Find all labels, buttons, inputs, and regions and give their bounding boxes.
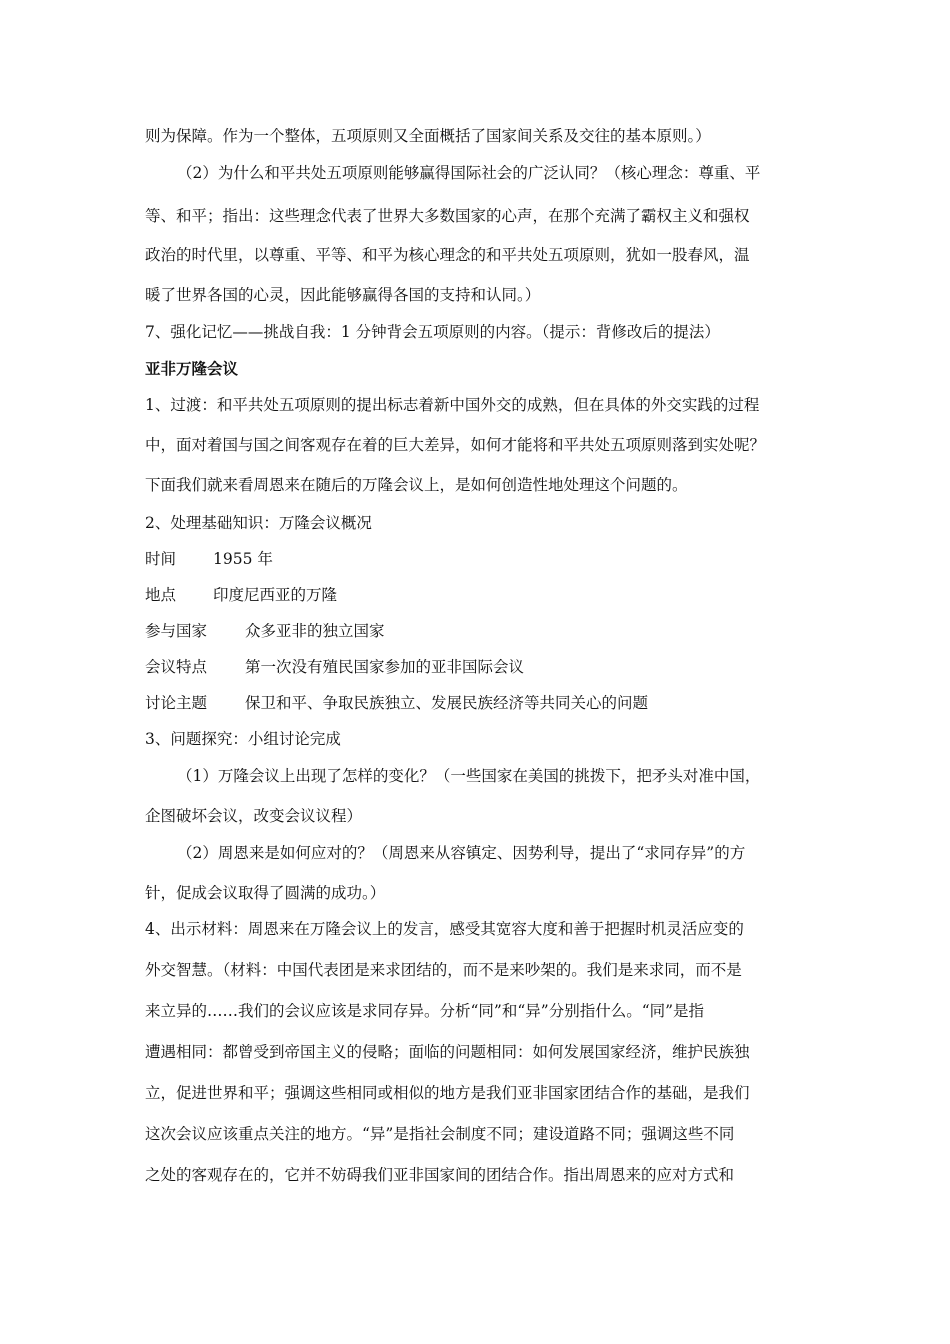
overview-label-countries: 参与国家 <box>145 622 208 640</box>
paragraph-line: 中，面对着国与国之间客观存在着的巨大差异，如何才能将和平共处五项原则落到实处呢？ <box>145 436 766 454</box>
paragraph-line: 之处的客观存在的，它并不妨碍我们亚非国家间的团结合作。指出周恩来的应对方式和 <box>145 1166 735 1184</box>
overview-value-place: 印度尼西亚的万隆 <box>213 586 338 604</box>
overview-label-feature: 会议特点 <box>145 658 208 676</box>
paragraph-line: （2）周恩来是如何应对的？（周恩来从容镇定、因势利导，提出了“求同存异”的方 <box>177 844 746 862</box>
overview-label-time: 时间 <box>145 550 177 568</box>
paragraph-line: 暖了世界各国的心灵，因此能够赢得各国的支持和认同。） <box>145 286 541 304</box>
paragraph-line: 下面我们就来看周恩来在随后的万隆会议上，是如何创造性地处理这个问题的。 <box>145 476 688 494</box>
paragraph-line: 3、问题探究：小组讨论完成 <box>145 730 341 748</box>
overview-value-topic: 保卫和平、争取民族独立、发展民族经济等共同关心的问题 <box>245 694 649 712</box>
paragraph-line: 针，促成会议取得了圆满的成功。） <box>145 884 386 902</box>
paragraph-line: 1、过渡：和平共处五项原则的提出标志着新中国外交的成熟，但在具体的外交实践的过程 <box>145 396 760 414</box>
paragraph-line: 等、和平；指出：这些理念代表了世界大多数国家的心声，在那个充满了霸权主义和强权 <box>145 207 750 225</box>
section-heading: 亚非万隆会议 <box>145 360 239 378</box>
paragraph-line: 来立异的……我们的会议应该是求同存异。分析“同”和“异”分别指什么。“同”是指 <box>145 1002 705 1020</box>
paragraph-line: 外交智慧。（材料：中国代表团是来求团结的，而不是来吵架的。我们是来求同，而不是 <box>145 961 742 979</box>
overview-label-topic: 讨论主题 <box>145 694 208 712</box>
overview-value-time: 1955 年 <box>213 550 273 568</box>
paragraph-line: 4、出示材料：周恩来在万隆会议上的发言，感受其宽容大度和善于把握时机灵活应变的 <box>145 920 744 938</box>
overview-value-countries: 众多亚非的独立国家 <box>245 622 385 640</box>
paragraph-line: 遭遇相同：都曾受到帝国主义的侵略；面临的问题相同：如何发展国家经济，维护民族独 <box>145 1043 750 1061</box>
paragraph-line: 2、处理基础知识：万隆会议概况 <box>145 514 372 532</box>
paragraph-line: 企图破坏会议，改变会议议程） <box>145 807 363 825</box>
paragraph-line: 立，促进世界和平；强调这些相同或相似的地方是我们亚非国家团结合作的基础，是我们 <box>145 1084 750 1102</box>
paragraph-line: （2）为什么和平共处五项原则能够赢得国际社会的广泛认同？（核心理念：尊重、平 <box>177 164 761 182</box>
paragraph-line: 政治的时代里，以尊重、平等、和平为核心理念的和平共处五项原则，犹如一股春风，温 <box>145 246 750 264</box>
paragraph-line: 则为保障。作为一个整体，五项原则又全面概括了国家间关系及交往的基本原则。） <box>145 127 711 145</box>
paragraph-line: （1）万隆会议上出现了怎样的变化？（一些国家在美国的挑拨下，把矛头对准中国， <box>177 767 761 785</box>
paragraph-line: 7、强化记忆——挑战自我：1 分钟背会五项原则的内容。（提示：背修改后的提法） <box>145 323 720 341</box>
overview-value-feature: 第一次没有殖民国家参加的亚非国际会议 <box>245 658 525 676</box>
overview-label-place: 地点 <box>145 586 177 604</box>
paragraph-line: 这次会议应该重点关注的地方。“异”是指社会制度不同；建设道路不同；强调这些不同 <box>145 1125 735 1143</box>
